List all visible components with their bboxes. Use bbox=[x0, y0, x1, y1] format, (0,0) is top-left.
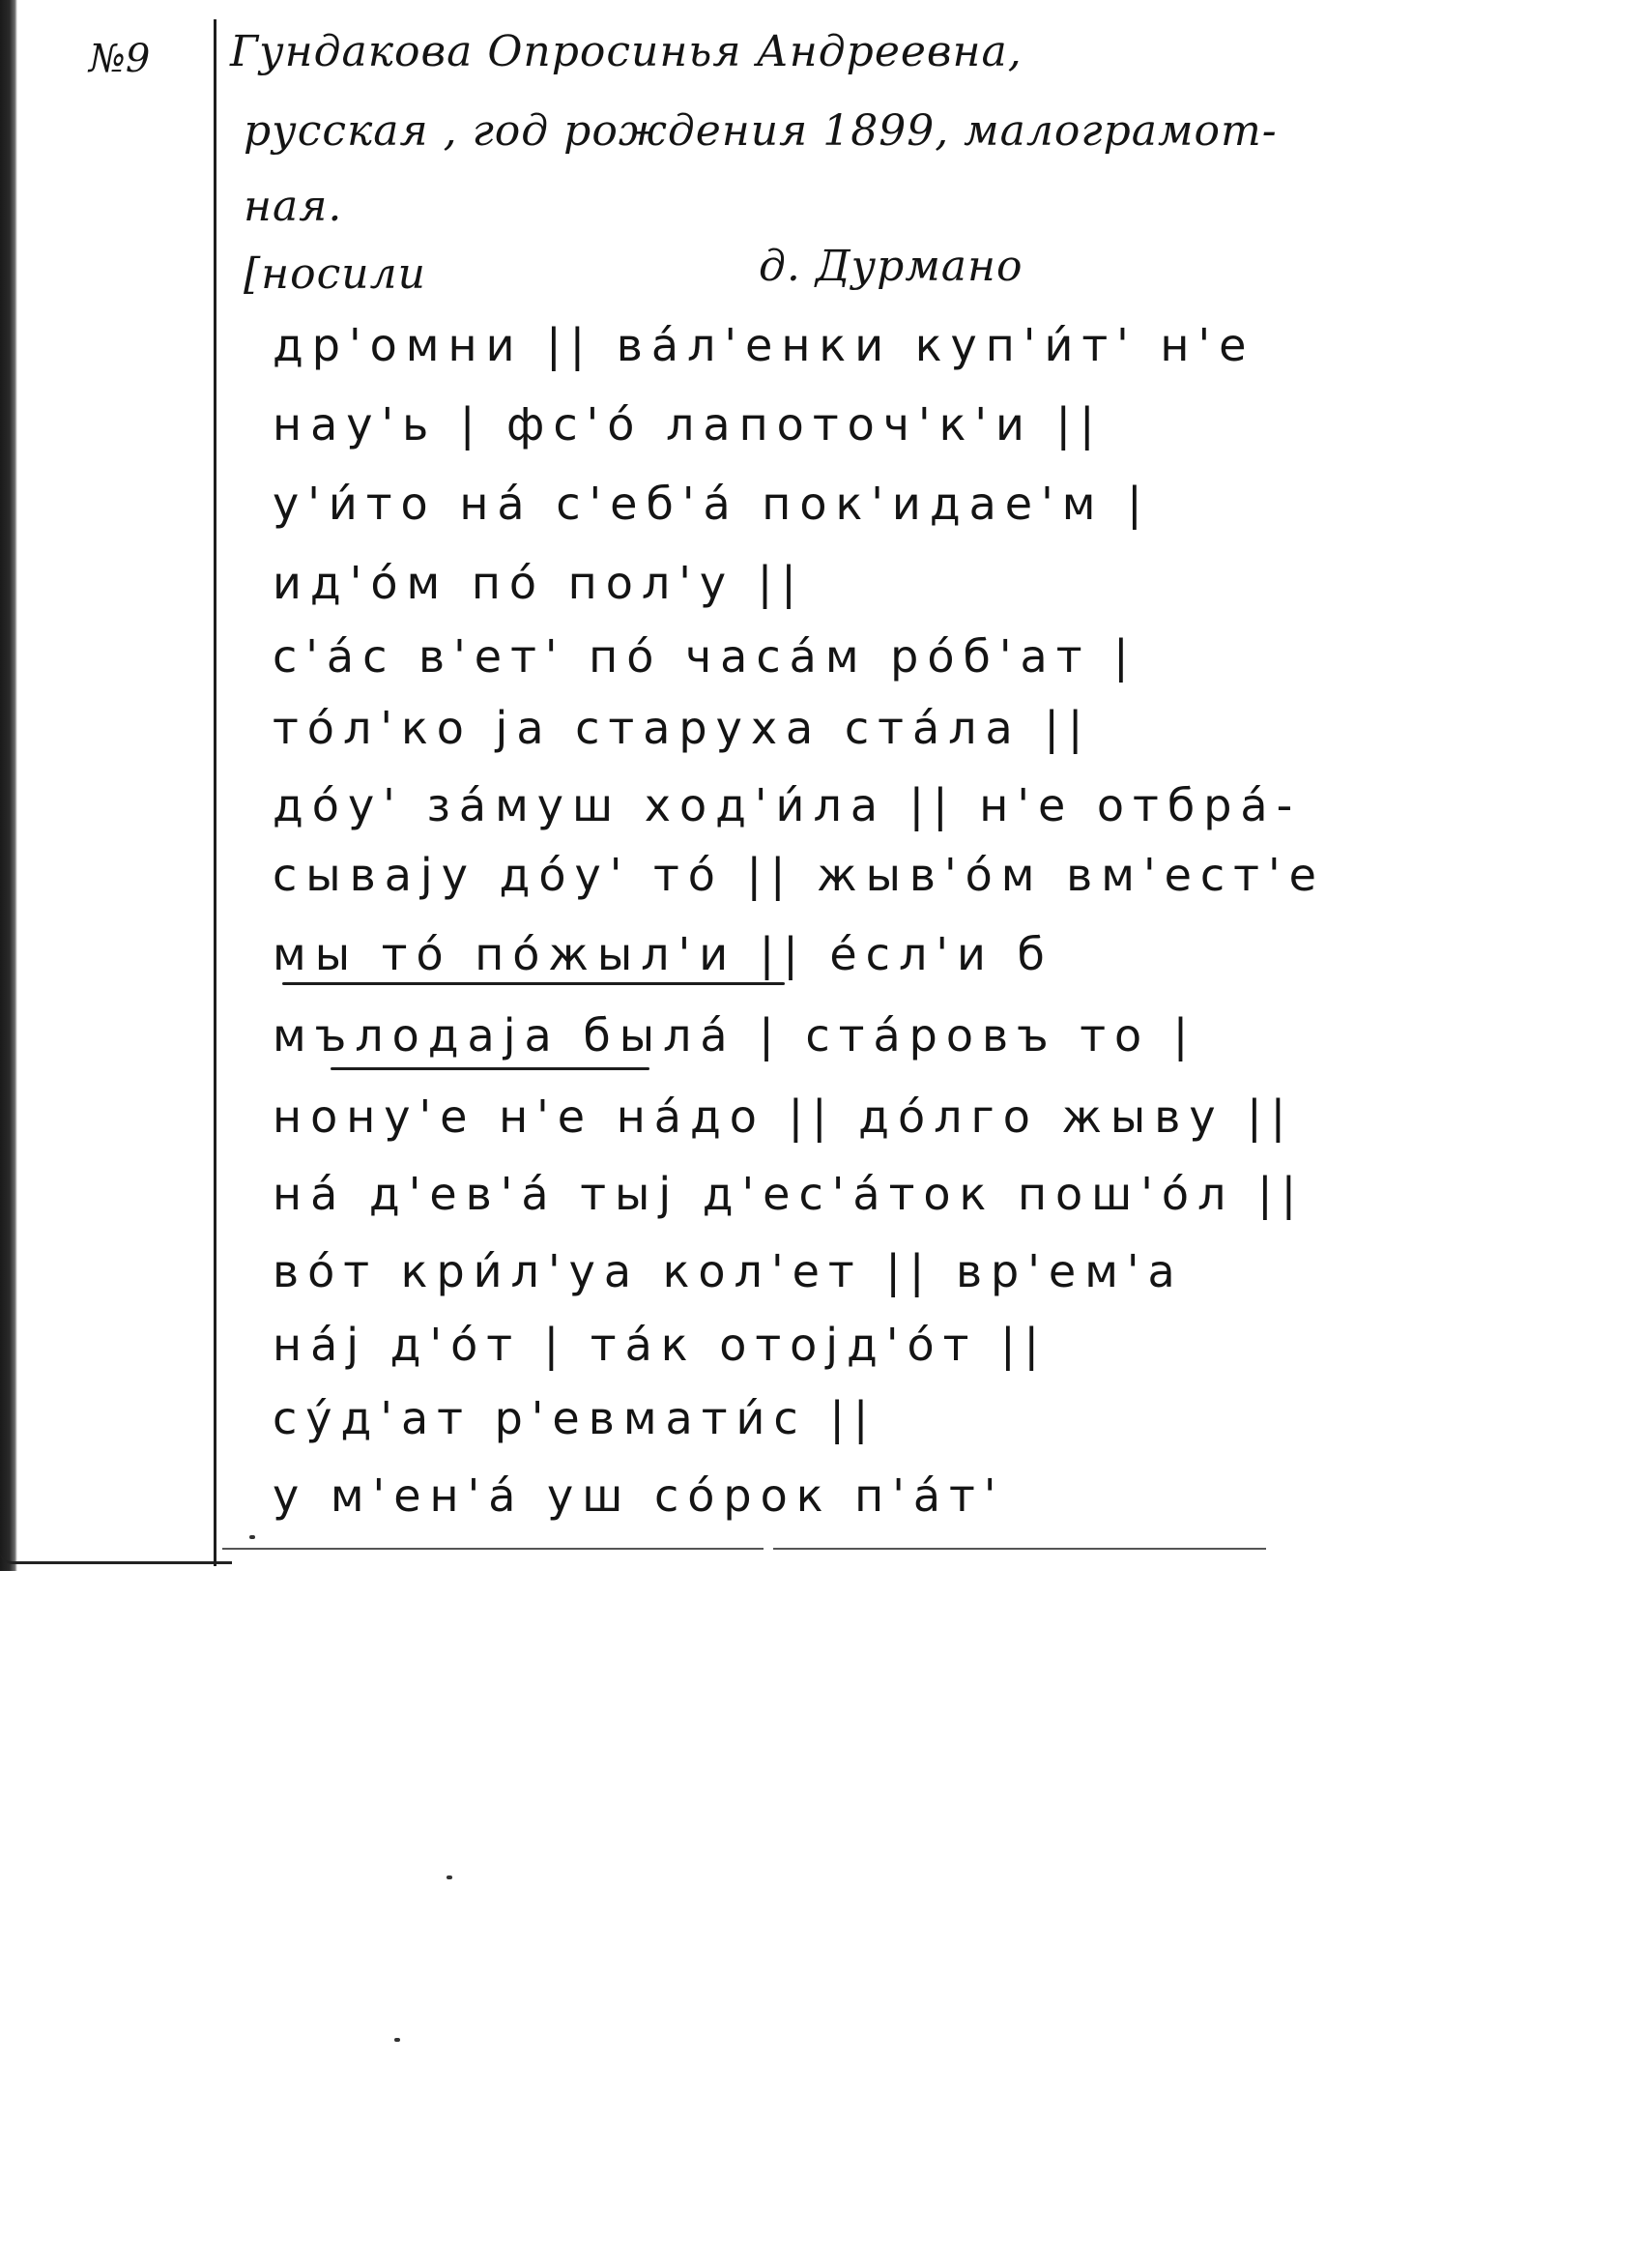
transcript-line-1: др'омни || ва́л'енки куп'и́т' н'е bbox=[273, 319, 1255, 371]
transcript-line-4: ид'о́м по́ пол'у || bbox=[273, 557, 805, 609]
entry-number: №9 bbox=[89, 37, 151, 81]
transcript-line-6: то́л'ко ја старуха ста́ла || bbox=[273, 702, 1092, 754]
transcript-line-10: мълодаја была́ | ста́ровъ то | bbox=[273, 1009, 1197, 1061]
bottom-rule-right bbox=[773, 1548, 1266, 1550]
margin-line bbox=[214, 19, 216, 1566]
page-edge-curl bbox=[0, 1552, 232, 1564]
stray-ink-mark bbox=[394, 2038, 400, 2042]
transcript-line-2: нау'ь | фс'о́ лапоточ'к'и || bbox=[273, 398, 1104, 451]
bottom-rule-left bbox=[222, 1548, 764, 1550]
transcript-line-3: у'и́то на́ с'еб'а́ пок'идае'м | bbox=[273, 478, 1151, 530]
transcript-line-13: во́т кри́л'уа кол'ет || вр'ем'а bbox=[273, 1245, 1184, 1297]
transcript-line-9: мы то́ по́жыл'и || е́сл'и б bbox=[273, 928, 1053, 980]
village-name: д. Дурмано bbox=[759, 242, 1023, 291]
page-edge-shadow bbox=[0, 0, 17, 1571]
recording-label: [носили bbox=[244, 249, 426, 299]
underline-mark-1 bbox=[282, 982, 785, 985]
transcript-line-16: у м'ен'а́ уш со́рок п'а́т' bbox=[273, 1469, 1005, 1522]
informant-info-line: русская , год рождения 1899, малограмот- bbox=[244, 106, 1278, 156]
stray-ink-mark bbox=[249, 1535, 255, 1539]
transcript-line-5: с'а́с в'ет' по́ часа́м ро́б'ат | bbox=[273, 630, 1138, 683]
transcript-line-7: до́у' за́муш ход'и́ла || н'е отбра́- bbox=[273, 779, 1302, 831]
transcript-line-8: сываjу до́у' то́ || жыв'о́м вм'ест'е bbox=[273, 849, 1325, 901]
transcript-line-11: нону'е н'е на́до || до́лго жыву || bbox=[273, 1090, 1295, 1143]
transcript-line-15: су́д'ат р'евмати́с || bbox=[273, 1392, 878, 1444]
stray-ink-mark bbox=[447, 1875, 452, 1879]
transcript-line-12: на́ д'ев'а́ тыj д'ес'а́ток пош'о́л || bbox=[273, 1168, 1306, 1220]
informant-info-line-continued: ная. bbox=[244, 182, 343, 231]
underline-mark-2 bbox=[331, 1067, 649, 1070]
transcript-line-14: на́j д'о́т | та́к отоjд'о́т || bbox=[273, 1319, 1049, 1371]
informant-name-line: Гундакова Опросинья Андреевна, bbox=[230, 27, 1023, 76]
